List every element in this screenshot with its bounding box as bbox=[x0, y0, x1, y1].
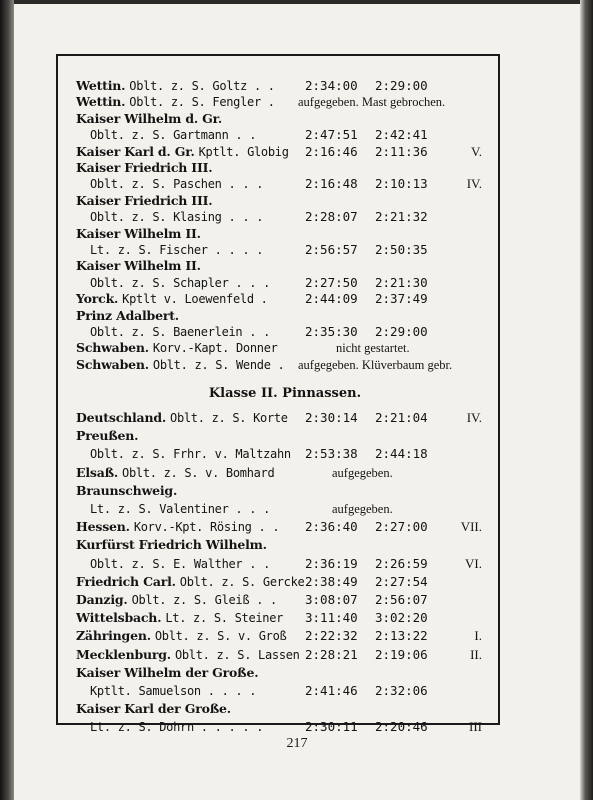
ship-name: Yorck. bbox=[76, 291, 119, 307]
elapsed-time: 3:08:07 bbox=[305, 592, 358, 607]
result-row bbox=[76, 554, 494, 574]
page-edge-shadow bbox=[580, 0, 593, 800]
placing: II. bbox=[470, 646, 482, 662]
elapsed-time: 2:27:50 bbox=[305, 274, 358, 290]
result-row bbox=[76, 608, 494, 628]
officer-name: Oblt. z. S. Fengler . bbox=[129, 95, 275, 110]
ship-name: Kaiser Wilhelm d. Gr. bbox=[76, 110, 223, 126]
result-row bbox=[76, 408, 494, 428]
officer-name: Kptlt v. Loewenfeld . bbox=[122, 292, 268, 307]
officer-name: Lt. z. S. Fischer . . . . bbox=[90, 243, 264, 257]
corrected-time: 2:32:06 bbox=[375, 683, 428, 698]
ship-name: Friedrich Carl. bbox=[76, 573, 176, 589]
book-page bbox=[14, 4, 580, 800]
ship-name: Kaiser Wilhelm II. bbox=[76, 225, 201, 241]
ship-name: Wittelsbach. bbox=[76, 610, 162, 626]
placing: V. bbox=[471, 143, 482, 159]
ship-name: Kurfürst Friedrich Wilhelm. bbox=[76, 537, 267, 553]
result-row bbox=[76, 355, 494, 375]
corrected-time: 2:44:18 bbox=[375, 446, 428, 462]
elapsed-time: 2:28:21 bbox=[305, 646, 358, 662]
result-row bbox=[76, 590, 494, 610]
corrected-time: 2:27:00 bbox=[375, 519, 428, 535]
elapsed-time: 2:28:07 bbox=[305, 209, 358, 225]
result-row bbox=[76, 444, 494, 464]
corrected-time: 2:26:59 bbox=[375, 555, 428, 571]
officer-name: Oblt. z. S. Schapler . . . bbox=[90, 275, 271, 290]
result-row bbox=[76, 463, 494, 483]
elapsed-time: 2:53:38 bbox=[305, 446, 358, 462]
result-row bbox=[76, 535, 494, 555]
ship-name: Hessen. bbox=[76, 519, 130, 535]
officer-name: Oblt. z. S. Goltz . . bbox=[129, 79, 275, 93]
officer-name: Lt. z. S. Steiner bbox=[165, 611, 284, 626]
corrected-time: 2:21:32 bbox=[375, 209, 428, 225]
ship-name: Mecklenburg. bbox=[76, 646, 171, 662]
page-number: 217 bbox=[286, 736, 308, 751]
race-status: aufgegeben. Mast gebrochen. bbox=[298, 95, 446, 110]
result-row bbox=[76, 663, 494, 683]
elapsed-time: 2:47:51 bbox=[305, 127, 358, 143]
ship-name: Wettin. bbox=[76, 94, 126, 110]
result-row bbox=[76, 572, 494, 592]
corrected-time: 3:02:20 bbox=[375, 610, 428, 626]
ship-name: Danzig. bbox=[76, 592, 128, 607]
ship-name: Kaiser Wilhelm II. bbox=[76, 258, 201, 274]
ship-name: Kaiser Karl der Große. bbox=[76, 701, 231, 717]
corrected-time: 2:27:54 bbox=[375, 573, 428, 589]
corrected-time: 2:29:00 bbox=[375, 324, 428, 339]
officer-name: Oblt. z. S. Klasing . . . bbox=[90, 210, 264, 225]
ship-name: Kaiser Friedrich III. bbox=[76, 192, 213, 208]
corrected-time: 2:50:35 bbox=[375, 242, 428, 257]
elapsed-time: 2:36:19 bbox=[305, 555, 358, 571]
officer-name: Oblt. z. S. Baenerlein . . bbox=[90, 325, 271, 339]
officer-name: Oblt. z. S. v. Bomhard bbox=[122, 465, 275, 480]
race-status: aufgegeben. bbox=[332, 465, 393, 480]
ship-name: Zähringen. bbox=[76, 628, 151, 644]
officer-name: Kptlt. Globig bbox=[198, 144, 289, 159]
elapsed-time: 2:44:09 bbox=[305, 291, 358, 307]
corrected-time: 2:19:06 bbox=[375, 646, 428, 662]
result-row bbox=[76, 517, 494, 537]
elapsed-time: 3:11:40 bbox=[305, 610, 358, 626]
class-2-heading: Klasse II. Pinnassen. bbox=[208, 386, 362, 401]
officer-name: Oblt. z. S. Gercke bbox=[179, 574, 305, 589]
result-row bbox=[76, 499, 494, 519]
ship-name: Kaiser Wilhelm der Große. bbox=[76, 664, 259, 680]
corrected-time: 2:37:49 bbox=[375, 291, 428, 307]
result-row bbox=[76, 626, 494, 646]
officer-name: Oblt. z. S. Frhr. v. Maltzahn bbox=[90, 447, 291, 462]
race-status: aufgegeben. bbox=[332, 502, 393, 516]
corrected-time: 2:21:04 bbox=[375, 410, 428, 425]
officer-name: Oblt. z. S. Lassen bbox=[174, 647, 300, 662]
placing: I. bbox=[474, 628, 482, 644]
officer-name: Oblt. z. S. Gleiß . . bbox=[131, 593, 277, 607]
elapsed-time: 2:34:00 bbox=[305, 78, 358, 93]
race-status: nicht gestartet. bbox=[336, 341, 410, 356]
corrected-time: 2:11:36 bbox=[375, 143, 428, 159]
elapsed-time: 2:30:11 bbox=[305, 719, 358, 735]
placing: IV. bbox=[466, 176, 482, 192]
race-status: aufgegeben. Klüverbaum gebr. bbox=[298, 357, 453, 372]
elapsed-time: 2:16:46 bbox=[305, 143, 358, 159]
ship-name: Prinz Adalbert. bbox=[76, 307, 179, 323]
ship-name: Schwaben. bbox=[76, 340, 149, 356]
ship-name: Elsaß. bbox=[76, 464, 119, 480]
corrected-time: 2:10:13 bbox=[375, 176, 428, 192]
officer-name: Oblt. z. S. v. Groß bbox=[154, 629, 287, 644]
officer-name: Lt. z. S. Valentiner . . . bbox=[90, 502, 271, 516]
corrected-time: 2:20:46 bbox=[375, 719, 428, 735]
ship-name: Kaiser Friedrich III. bbox=[76, 160, 213, 175]
ship-name: Kaiser Karl d. Gr. bbox=[76, 143, 195, 159]
result-row bbox=[76, 481, 494, 501]
ship-name: Wettin. bbox=[76, 78, 126, 93]
placing: VII. bbox=[460, 519, 482, 535]
officer-name: Oblt. z. S. Korte bbox=[170, 411, 288, 425]
elapsed-time: 2:35:30 bbox=[305, 324, 358, 339]
elapsed-time: 2:38:49 bbox=[305, 573, 358, 589]
corrected-time: 2:42:41 bbox=[375, 127, 428, 143]
result-row bbox=[76, 717, 494, 737]
ship-name: Braunschweig. bbox=[76, 482, 178, 498]
corrected-time: 2:13:22 bbox=[375, 628, 428, 644]
result-row bbox=[76, 645, 494, 665]
elapsed-time: 2:41:46 bbox=[305, 683, 358, 698]
placing: III bbox=[469, 719, 482, 735]
officer-name: Korv.-Kapt. Donner bbox=[152, 341, 278, 356]
elapsed-time: 2:22:32 bbox=[305, 628, 358, 644]
result-row bbox=[76, 681, 494, 701]
elapsed-time: 2:56:57 bbox=[305, 242, 358, 257]
result-row bbox=[76, 426, 494, 446]
placing: IV. bbox=[466, 410, 482, 425]
officer-name: Oblt. z. S. E. Walther . . bbox=[90, 556, 271, 571]
officer-name: Oblt. z. S. Gartmann . . bbox=[90, 128, 257, 143]
officer-name: Oblt. z. S. Paschen . . . bbox=[90, 177, 264, 192]
elapsed-time: 2:16:48 bbox=[305, 176, 358, 192]
placing: VI. bbox=[465, 555, 482, 571]
book-spine-shadow bbox=[0, 0, 14, 800]
corrected-time: 2:56:07 bbox=[375, 592, 428, 607]
elapsed-time: 2:36:40 bbox=[305, 519, 358, 535]
result-row bbox=[76, 699, 494, 719]
ship-name: Deutschland. bbox=[76, 410, 167, 425]
ship-name: Schwaben. bbox=[76, 356, 149, 372]
officer-name: Korv.-Kpt. Rösing . . bbox=[133, 520, 280, 535]
officer-name: Lt. z. S. Dohrn . . . . . bbox=[90, 720, 264, 735]
corrected-time: 2:29:00 bbox=[375, 78, 428, 93]
ship-name: Preußen. bbox=[76, 428, 139, 444]
officer-name: Kptlt. Samuelson . . . . bbox=[90, 684, 257, 698]
elapsed-time: 2:30:14 bbox=[305, 410, 358, 425]
corrected-time: 2:21:30 bbox=[375, 274, 428, 290]
officer-name: Oblt. z. S. Wende . bbox=[152, 357, 285, 372]
